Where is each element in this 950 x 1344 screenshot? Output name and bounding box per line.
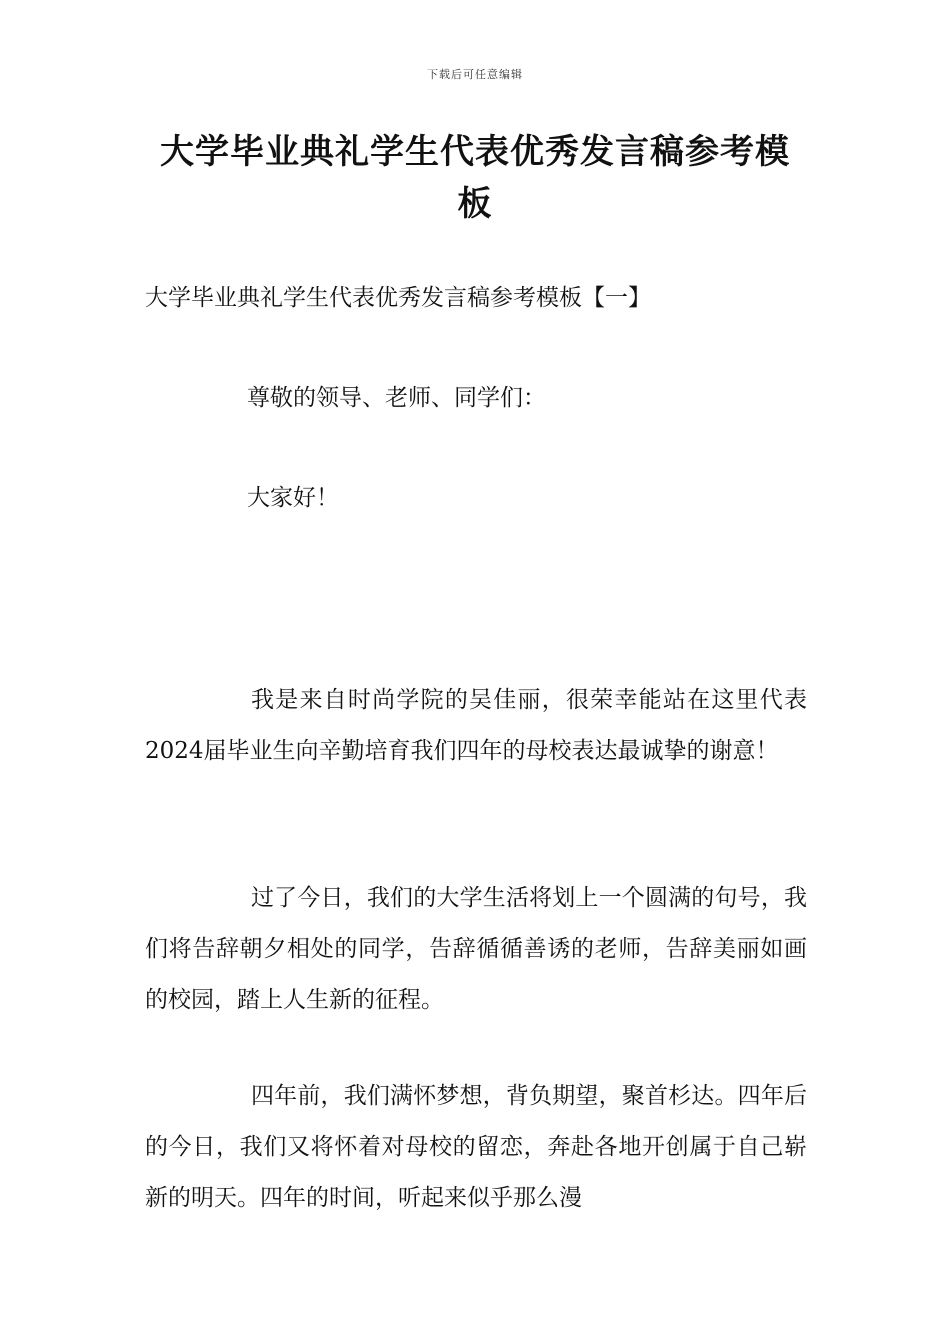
paragraph-2: 过了今日，我们的大学生活将划上一个圆满的句号，我们将告辞朝夕相处的同学，告辞循循善诱的老师，告辞美丽如画的校园，踏上人生新的征程。	[145, 885, 807, 1013]
salutation: 尊敬的领导、老师、同学们：	[247, 385, 546, 411]
paragraph-1: 我是来自时尚学院的吴佳丽，很荣幸能站在这里代表2024届毕业生向辛勤培育我们四年的母校表达最诚挚的谢意！	[145, 687, 807, 764]
header-note: 下载后可任意编辑	[427, 68, 523, 81]
document-title: 大学毕业典礼学生代表优秀发言稿参考模板	[160, 132, 790, 224]
greeting: 大家好！	[247, 485, 339, 511]
paragraph-3: 四年前，我们满怀梦想，背负期望，聚首杉达。四年后的今日，我们又将怀着对母校的留恋，奔赴各地开创属于自己崭新的明天。四年的时间，听起来似乎那么漫	[145, 1083, 807, 1211]
section-heading: 大学毕业典礼学生代表优秀发言稿参考模板【一】	[145, 285, 651, 311]
